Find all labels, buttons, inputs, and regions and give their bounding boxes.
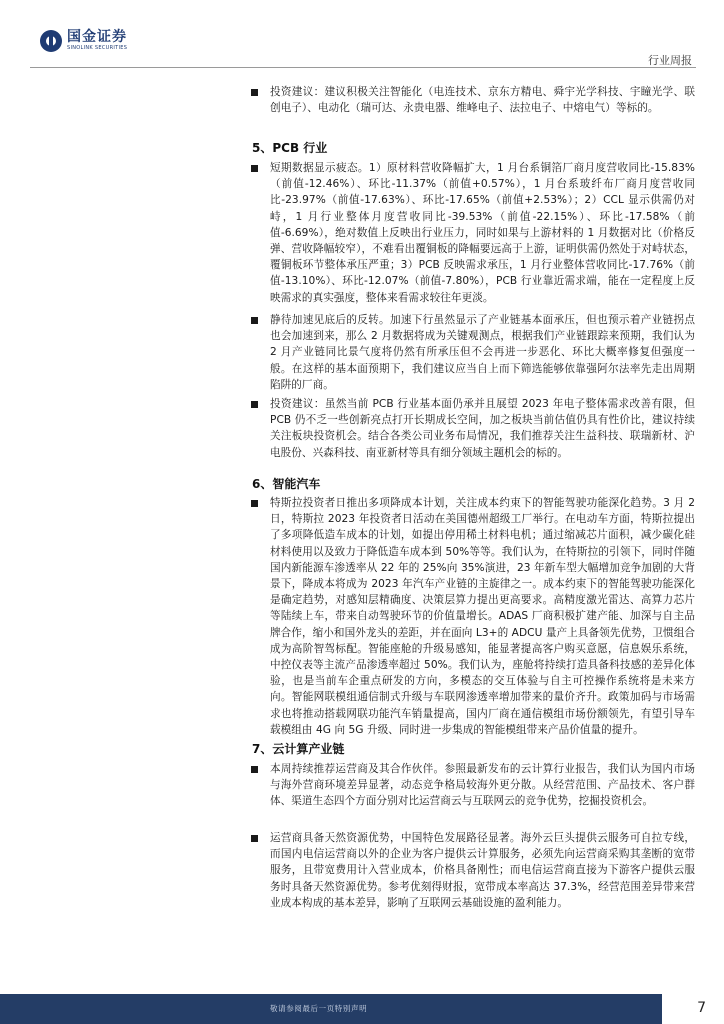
bullet-square-icon [251, 766, 258, 773]
paragraph-text: 投资建议：建议积极关注智能化（电连技术、京东方精电、舜宇光学科技、宇瞳光学、联创电子）、电动化（瑞可达、永贵电器、维峰电子、法拉电子、中熔电气）等标的。 [270, 86, 695, 115]
section-heading-pcb: 5、PCB 行业 [252, 141, 328, 155]
paragraph-text: 静待加速见底后的反转。加速下行虽然显示了产业链基本面承压，但也预示着产业链拐点也会加速到来，那么 2 月数据将成为关键观测点，根据我们产业链跟踪来预期，我们认为 2 月产业链同比景气度将仍然有所承压但不会再进一步恶化、环比大概率修复但强度一般。在这样的基本面预期下，我们建议应当自上而下筛选能够依靠强阿尔法率先走出周期陷阱的厂商。 [270, 314, 695, 391]
bullet-square-icon [251, 317, 258, 324]
bullet-square-icon [251, 89, 258, 96]
logo-chinese-name: 国金证券 [67, 29, 127, 45]
page-header [0, 0, 724, 72]
paragraph-text: 运营商具备天然资源优势，中国特色发展路径显著。海外云巨头提供云服务可自拉专线，而国内电信运营商以外的企业为客户提供云计算服务，必须先向运营商采购其垄断的宽带服务，且带宽费用计入营业成本，价格具备刚性；而电信运营商直接为下游客户提供云服务时具备天然资源优势。参考优刻得财报，宽带成本率高达 37.3%，经营范围差异带来营业成本构成的基本差异，影响了互联网云基础设施的盈利能力。 [270, 832, 695, 909]
bullet-square-icon [251, 500, 258, 507]
bullet-square-icon [251, 835, 258, 842]
logo-emblem-icon [40, 30, 62, 52]
paragraph-text: 投资建议：虽然当前 PCB 行业基本面仍承并且展望 2023 年电子整体需求改善有限，但 PCB 仍不乏一些创新亮点打开长期成长空间，加之板块当前估值仍具有性价比，建议持续关注板块投资机会。结合各类公司业务布局情况，我们推荐关注生益科技、联瑞新材、沪电股份、兴森科技、南亚新材等具有细分领域主题机会的标的。 [270, 398, 695, 459]
header-divider [30, 67, 696, 68]
page-footer [0, 994, 724, 1024]
report-type-label: 行业周报 [648, 54, 692, 67]
page-number: 7 [697, 1000, 706, 1016]
section-heading-cloud: 7、云计算产业链 [252, 742, 345, 756]
footer-disclaimer: 敬请参阅最后一页特别声明 [270, 1004, 368, 1013]
paragraph-text: 短期数据显示疲态。1）原材料营收降幅扩大，1 月台系铜箔厂商月度营收同比-15.83%（前值-12.46%）、环比-11.37%（前值+0.57%），1 月台系玻纤布厂商月度营收同比-23.97%（前值-17.63%）、环比-17.65%（前值+2.53%）；2）CCL 显示供需仍对峙，1 月行业整体月度营收同比-39.53%（前值-22.15%）、环比-17.58%（前值-6.69%），绝对数值上反映出行业压力，同时如果与上游材料的 1 月数据对比（价格反弹、营收降幅较窄），不难看出覆铜板的降幅要远高于上游，证明供需仍然处于对峙状态，覆铜板环节整体承压严重；3）PCB 反映需求承压，1 月行业整体营收同比-17.76%（前值-13.10%）、环比-12.07%（前值-7.80%），PCB 行业靠近需求端，能在一定程度上反映需求的真实强度，整体来看需求较往年更淡。 [270, 162, 695, 304]
bullet-square-icon [251, 165, 258, 172]
paragraph-text: 特斯拉投资者日推出多项降成本计划，关注成本约束下的智能驾驶功能深化趋势。3 月 2 日，特斯拉 2023 年投资者日活动在美国德州超级工厂举行。在电动车方面，特斯拉提出了多项降低造车成本的计划，如提出停用稀土材料电机；通过缩减芯片面积，减少碳化硅材料使用以及致力于降低造车成本到 50%等等。我们认为，在特斯拉的引领下，同时伴随国内新能源车渗透率从 22 年的 25%向 35%演进，23 年新车型大幅增加竞争加剧的大背景下，降成本将成为 2023 年汽车产业链的主旋律之一。成本约束下的智能驾驶功能深化是确定趋势，对感知层精确度、决策层算力提出更高要求。高精度激光雷达、高算力芯片等陆续上车，带来自动驾驶环节的价值量增长。ADAS 厂商积极扩建产能、加深与自主品牌合作，缩小和国外龙头的差距，并在面向 L3+的 ADCU 量产上具备领先优势，卫惯组合成为高阶智驾标配。智能座舱的升级易感知，能显著提高客户购买意愿，信息娱乐系统，中控仪表等主流产品渗透率超过 50%。我们认为，座舱将持续打造具备科技感的差异化体验，也是当前车企重点研发的方向，多模态的交互体验与自主可控操作系统将是未来方向。智能网联模组通信制式升级与车联网渗透率增加带来的量价齐升。政策加码与市场需求也将推动搭载网联功能汽车销量提高，国内厂商在通信模组市场份额领先，有望引导车载模组由 4G 向 5G 升级、同时进一步集成的智能模组带来产品价值量的提升。 [270, 497, 695, 736]
bullet-square-icon [251, 401, 258, 408]
paragraph-text: 本周持续推荐运营商及其合作伙伴。参照最新发布的云计算行业报告，我们认为国内市场与海外营商环境差异显著，动态竞争格局较海外更分散。从经营范围、产品技术、客户群体、渠道生态四个方面分别对比运营商云与互联网云的竞争优势，挖掘投资机会。 [270, 763, 695, 808]
logo-english-name: SINOLINK SECURITIES [67, 45, 128, 51]
company-logo [40, 28, 150, 54]
section-heading-smart-car: 6、智能汽车 [252, 477, 321, 491]
